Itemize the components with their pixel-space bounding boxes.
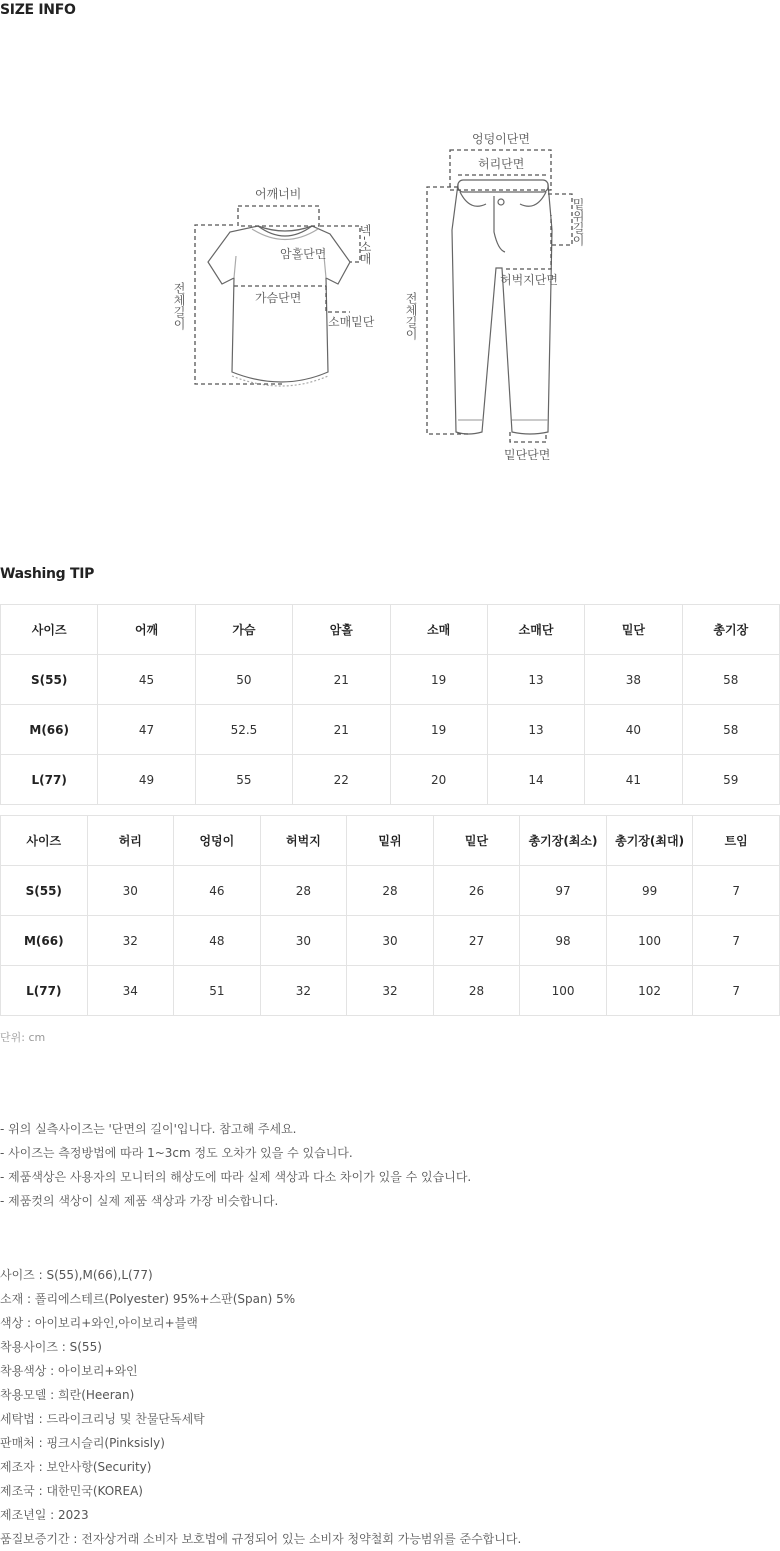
table-cell: 97 <box>520 866 607 916</box>
table-cell: 28 <box>347 866 434 916</box>
table-cell: 47 <box>98 705 195 755</box>
info-line: 사이즈 : S(55),M(66),L(77) <box>0 1268 153 1282</box>
label-pants-total-length: 전체길이 <box>404 292 418 340</box>
table-cell: 58 <box>682 655 779 705</box>
note-line: - 사이즈는 측정방법에 따라 1~3cm 정도 오차가 있을 수 있습니다. <box>0 1146 353 1160</box>
header-cell: 엉덩이 <box>174 816 261 866</box>
table-cell: 32 <box>260 966 347 1016</box>
header-cell: 총기장 <box>682 605 779 655</box>
table-row <box>1 916 780 966</box>
table-row <box>1 655 780 705</box>
table-cell: 55 <box>195 755 292 805</box>
header-cell: 밑단 <box>433 816 520 866</box>
table-cell: 21 <box>293 655 390 705</box>
table-cell: 98 <box>520 916 607 966</box>
table-cell: 99 <box>606 866 693 916</box>
row-size-cell: M(66) <box>1 705 98 755</box>
header-cell: 사이즈 <box>1 816 88 866</box>
table-cell: 58 <box>682 705 779 755</box>
washing-tip-title: Washing TIP <box>0 566 95 582</box>
header-cell: 사이즈 <box>1 605 98 655</box>
label-thigh: 허벅지단면 <box>500 273 558 287</box>
pants-illustration <box>452 180 552 434</box>
table-cell: 28 <box>433 966 520 1016</box>
table-cell: 32 <box>347 966 434 1016</box>
row-size-cell: L(77) <box>1 755 98 805</box>
table-cell: 28 <box>260 866 347 916</box>
label-top-total-length: 전체길이 <box>172 282 186 330</box>
table-cell: 100 <box>520 966 607 1016</box>
table-cell: 20 <box>390 755 487 805</box>
info-line: 제조국 : 대한민국(KOREA) <box>0 1484 143 1498</box>
table-cell: 52.5 <box>195 705 292 755</box>
table-cell: 21 <box>293 705 390 755</box>
table-cell: 7 <box>693 916 780 966</box>
note-line: - 위의 실측사이즈는 '단면의 길이'입니다. 참고해 주세요. <box>0 1122 297 1136</box>
note-line: - 제품컷의 색상이 실제 제품 색상과 가장 비슷합니다. <box>0 1194 279 1208</box>
table-cell: 30 <box>347 916 434 966</box>
table-row <box>1 966 780 1016</box>
table-cell: 51 <box>174 966 261 1016</box>
header-cell: 암홀 <box>293 605 390 655</box>
row-size-cell: L(77) <box>1 966 88 1016</box>
table-row <box>1 755 780 805</box>
size-diagram <box>0 0 780 560</box>
table-cell: 19 <box>390 655 487 705</box>
table-cell: 13 <box>487 705 584 755</box>
info-line: 제조자 : 보안사항(Security) <box>0 1460 152 1474</box>
label-neck-sleeve: 넥-소매 <box>358 224 372 265</box>
size-notes <box>0 1117 471 1213</box>
info-line: 세탁법 : 드라이크리닝 및 찬물단독세탁 <box>0 1412 205 1426</box>
table-cell: 32 <box>87 916 174 966</box>
table-row <box>1 705 780 755</box>
info-line: 착용사이즈 : S(55) <box>0 1340 102 1354</box>
header-cell: 트임 <box>693 816 780 866</box>
table-cell: 45 <box>98 655 195 705</box>
table-cell: 7 <box>693 966 780 1016</box>
table-cell: 41 <box>585 755 682 805</box>
info-line: 색상 : 아이보리+와인,아이보리+블랙 <box>0 1316 198 1330</box>
unit-label: 단위: cm <box>0 1031 46 1044</box>
note-line: - 제품색상은 사용자의 모니터의 해상도에 따라 실제 색상과 다소 차이가 있을 수 있습니다. <box>0 1170 472 1184</box>
table-cell: 7 <box>693 866 780 916</box>
table-cell: 26 <box>433 866 520 916</box>
header-cell: 총기장(최소) <box>520 816 607 866</box>
table-cell: 102 <box>606 966 693 1016</box>
label-chest: 가슴단면 <box>255 291 302 305</box>
header-cell: 소매단 <box>487 605 584 655</box>
top-size-table <box>0 604 780 805</box>
table-header-row <box>1 605 780 655</box>
info-line: 판매처 : 핑크시슬리(Pinksisly) <box>0 1436 165 1450</box>
table-cell: 34 <box>87 966 174 1016</box>
table-cell: 59 <box>682 755 779 805</box>
header-cell: 허리 <box>87 816 174 866</box>
table-cell: 50 <box>195 655 292 705</box>
info-line: 제조년일 : 2023 <box>0 1508 89 1522</box>
table-cell: 100 <box>606 916 693 966</box>
table-cell: 27 <box>433 916 520 966</box>
table-header-row <box>1 816 780 866</box>
product-info <box>0 1263 521 1551</box>
row-size-cell: S(55) <box>1 655 98 705</box>
table-row <box>1 866 780 916</box>
header-cell: 총기장(최대) <box>606 816 693 866</box>
table-cell: 46 <box>174 866 261 916</box>
label-sleeve-hem: 소매밑단 <box>328 315 375 329</box>
info-line: 착용모델 : 희란(Heeran) <box>0 1388 135 1402</box>
table-cell: 30 <box>87 866 174 916</box>
tshirt-illustration <box>208 226 350 386</box>
pants-size-table <box>0 815 780 1016</box>
table-cell: 14 <box>487 755 584 805</box>
table-cell: 49 <box>98 755 195 805</box>
label-hem: 밑단단면 <box>504 448 551 462</box>
table-cell: 13 <box>487 655 584 705</box>
label-rise: 밑위길이 <box>571 198 585 246</box>
row-size-cell: S(55) <box>1 866 88 916</box>
label-armhole: 암홀단면 <box>280 247 327 261</box>
label-hip: 엉덩이단면 <box>472 132 530 146</box>
header-cell: 허벅지 <box>260 816 347 866</box>
label-shoulder: 어깨너비 <box>255 187 302 201</box>
table-cell: 40 <box>585 705 682 755</box>
header-cell: 소매 <box>390 605 487 655</box>
size-info-title: SIZE INFO <box>0 2 76 18</box>
info-line: 품질보증기간 : 전자상거래 소비자 보호법에 규정되어 있는 소비자 청약철회 가능범위를 준수합니다. <box>0 1532 522 1546</box>
table-cell: 22 <box>293 755 390 805</box>
header-cell: 어깨 <box>98 605 195 655</box>
header-cell: 밑위 <box>347 816 434 866</box>
header-cell: 밑단 <box>585 605 682 655</box>
table-cell: 19 <box>390 705 487 755</box>
table-cell: 48 <box>174 916 261 966</box>
table-cell: 30 <box>260 916 347 966</box>
label-waist: 허리단면 <box>478 157 525 171</box>
info-line: 착용색상 : 아이보리+와인 <box>0 1364 138 1378</box>
header-cell: 가슴 <box>195 605 292 655</box>
row-size-cell: M(66) <box>1 916 88 966</box>
info-line: 소재 : 폴리에스테르(Polyester) 95%+스판(Span) 5% <box>0 1292 296 1306</box>
table-cell: 38 <box>585 655 682 705</box>
